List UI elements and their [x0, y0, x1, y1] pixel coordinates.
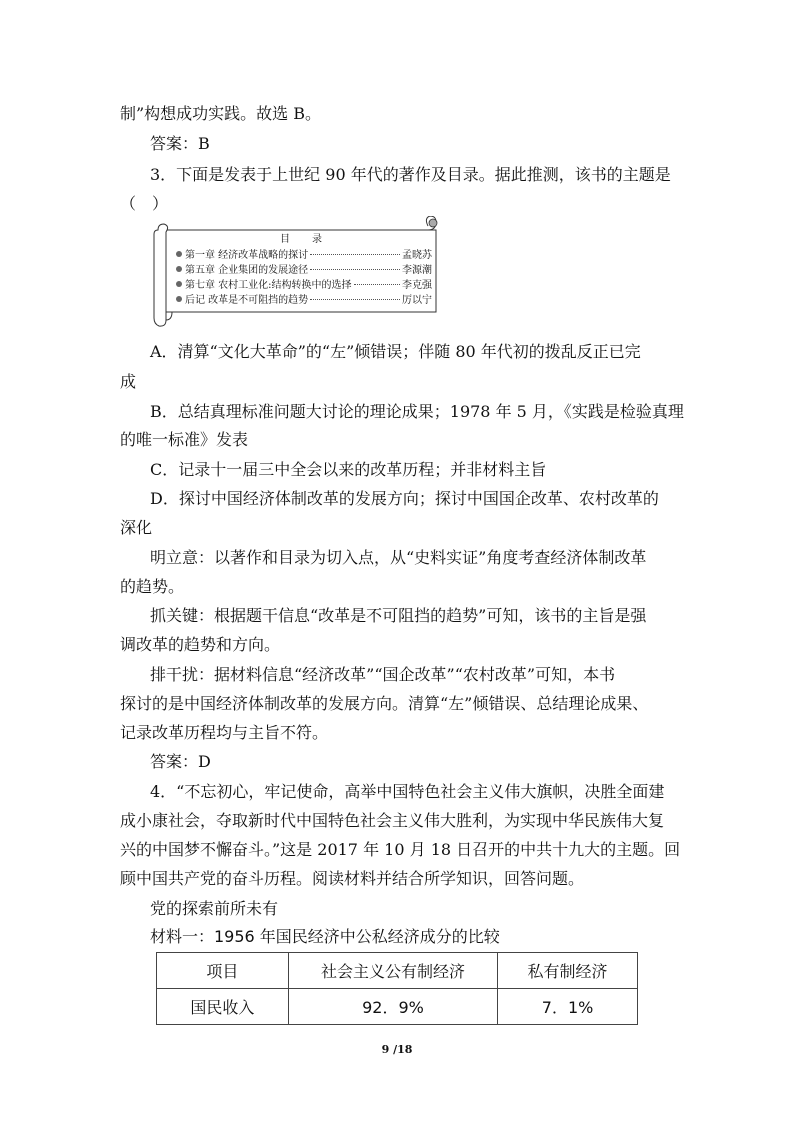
page-number: 9 /18	[381, 1043, 413, 1056]
option-b: B．总结真理标准问题大讨论的理论成果；1978 年 5 月，《实践是检验真理	[150, 402, 684, 421]
toc-author: 李克强	[402, 280, 432, 291]
question-3-blank: （ ）	[120, 194, 169, 213]
bullet-icon	[176, 266, 182, 272]
table-header: 项目	[157, 953, 289, 989]
material-caption: 材料一：1956 年国民经济中公私经济成分的比较	[150, 927, 500, 946]
toc-title: 目 录	[280, 234, 328, 245]
option-c: C．记录十一届三中全会以来的改革历程；并非材料主旨	[150, 460, 547, 479]
option-b-cont: 的唯一标准》发表	[120, 430, 249, 449]
text-line: 制”构想成功实践。故选 B。	[120, 104, 322, 123]
toc-content	[176, 234, 432, 308]
option-d-cont: 深化	[120, 518, 153, 537]
toc-item	[176, 278, 432, 293]
table-header: 社会主义公有制经济	[288, 953, 497, 989]
analysis-line: 的趋势。	[120, 577, 185, 596]
answer-line: 答案：D	[150, 752, 211, 771]
toc-item	[176, 248, 432, 263]
toc-item	[176, 263, 432, 278]
bullet-icon	[176, 296, 182, 302]
analysis-line: 抓关键：根据题干信息“改革是不可阻挡的趋势”可知，该书的主旨是强	[150, 606, 647, 625]
section-heading: 党的探索前所未有	[150, 899, 279, 918]
leader-dots	[310, 269, 400, 270]
answer-line: 答案：B	[150, 134, 210, 153]
bullet-icon	[176, 281, 182, 287]
table-row	[157, 989, 638, 1025]
option-a-cont: 成	[120, 372, 137, 391]
toc-scroll-figure	[152, 216, 444, 328]
toc-author: 孟晓苏	[402, 250, 432, 261]
leader-dots	[310, 254, 400, 255]
toc-chapter: 第五章 企业集团的发展途径	[185, 265, 309, 276]
table-header-row	[157, 953, 638, 989]
option-d: D．探讨中国经济体制改革的发展方向；探讨中国国企改革、农村改革的	[150, 489, 659, 508]
analysis-line: 排干扰：据材料信息“经济改革”“国企改革”“农村改革”可知，本书	[150, 665, 616, 684]
question-4-stem: 成小康社会，夺取新时代中国特色社会主义伟大胜利，为实现中华民族伟大复	[120, 811, 665, 830]
analysis-line: 明立意：以著作和目录为切入点，从“史料实证”角度考查经济体制改革	[150, 548, 647, 567]
toc-author: 李源潮	[402, 265, 432, 276]
table-cell: 7．1%	[498, 989, 638, 1025]
toc-author: 厉以宁	[402, 295, 432, 306]
bullet-icon	[176, 251, 182, 257]
toc-item	[176, 293, 432, 308]
question-4-stem: 4．“不忘初心，牢记使命，高举中国特色社会主义伟大旗帜，决胜全面建	[150, 782, 665, 801]
toc-chapter: 第一章 经济改革战略的探讨	[185, 250, 309, 261]
table-cell: 国民收入	[157, 989, 289, 1025]
option-a: A．清算“文化大革命”的“左”倾错误；伴随 80 年代初的拨乱反正已完	[150, 342, 641, 361]
toc-chapter: 后记 改革是不可阻挡的趋势	[185, 295, 309, 306]
question-4-stem: 顾中国共产党的奋斗历程。阅读材料并结合所学知识，回答问题。	[120, 869, 585, 888]
leader-dots	[354, 284, 400, 285]
analysis-line: 探讨的是中国经济体制改革的发展方向。清算“左”倾错误、总结理论成果、	[120, 694, 649, 713]
analysis-line: 调改革的趋势和方向。	[120, 635, 281, 654]
table-cell: 92．9%	[288, 989, 497, 1025]
analysis-line: 记录改革历程均与主旨不符。	[120, 723, 329, 742]
table-header: 私有制经济	[498, 953, 638, 989]
question-4-stem: 兴的中国梦不懈奋斗。”这是 2017 年 10 月 18 日召开的中共十九大的主题。回	[120, 840, 681, 859]
question-3-stem: 3．下面是发表于上世纪 90 年代的著作及目录。据此推测，该书的主题是	[150, 165, 671, 184]
economy-comparison-table	[156, 952, 638, 1025]
toc-chapter: 第七章 农村工业化:结构转换中的选择	[185, 280, 352, 291]
leader-dots	[310, 299, 400, 300]
